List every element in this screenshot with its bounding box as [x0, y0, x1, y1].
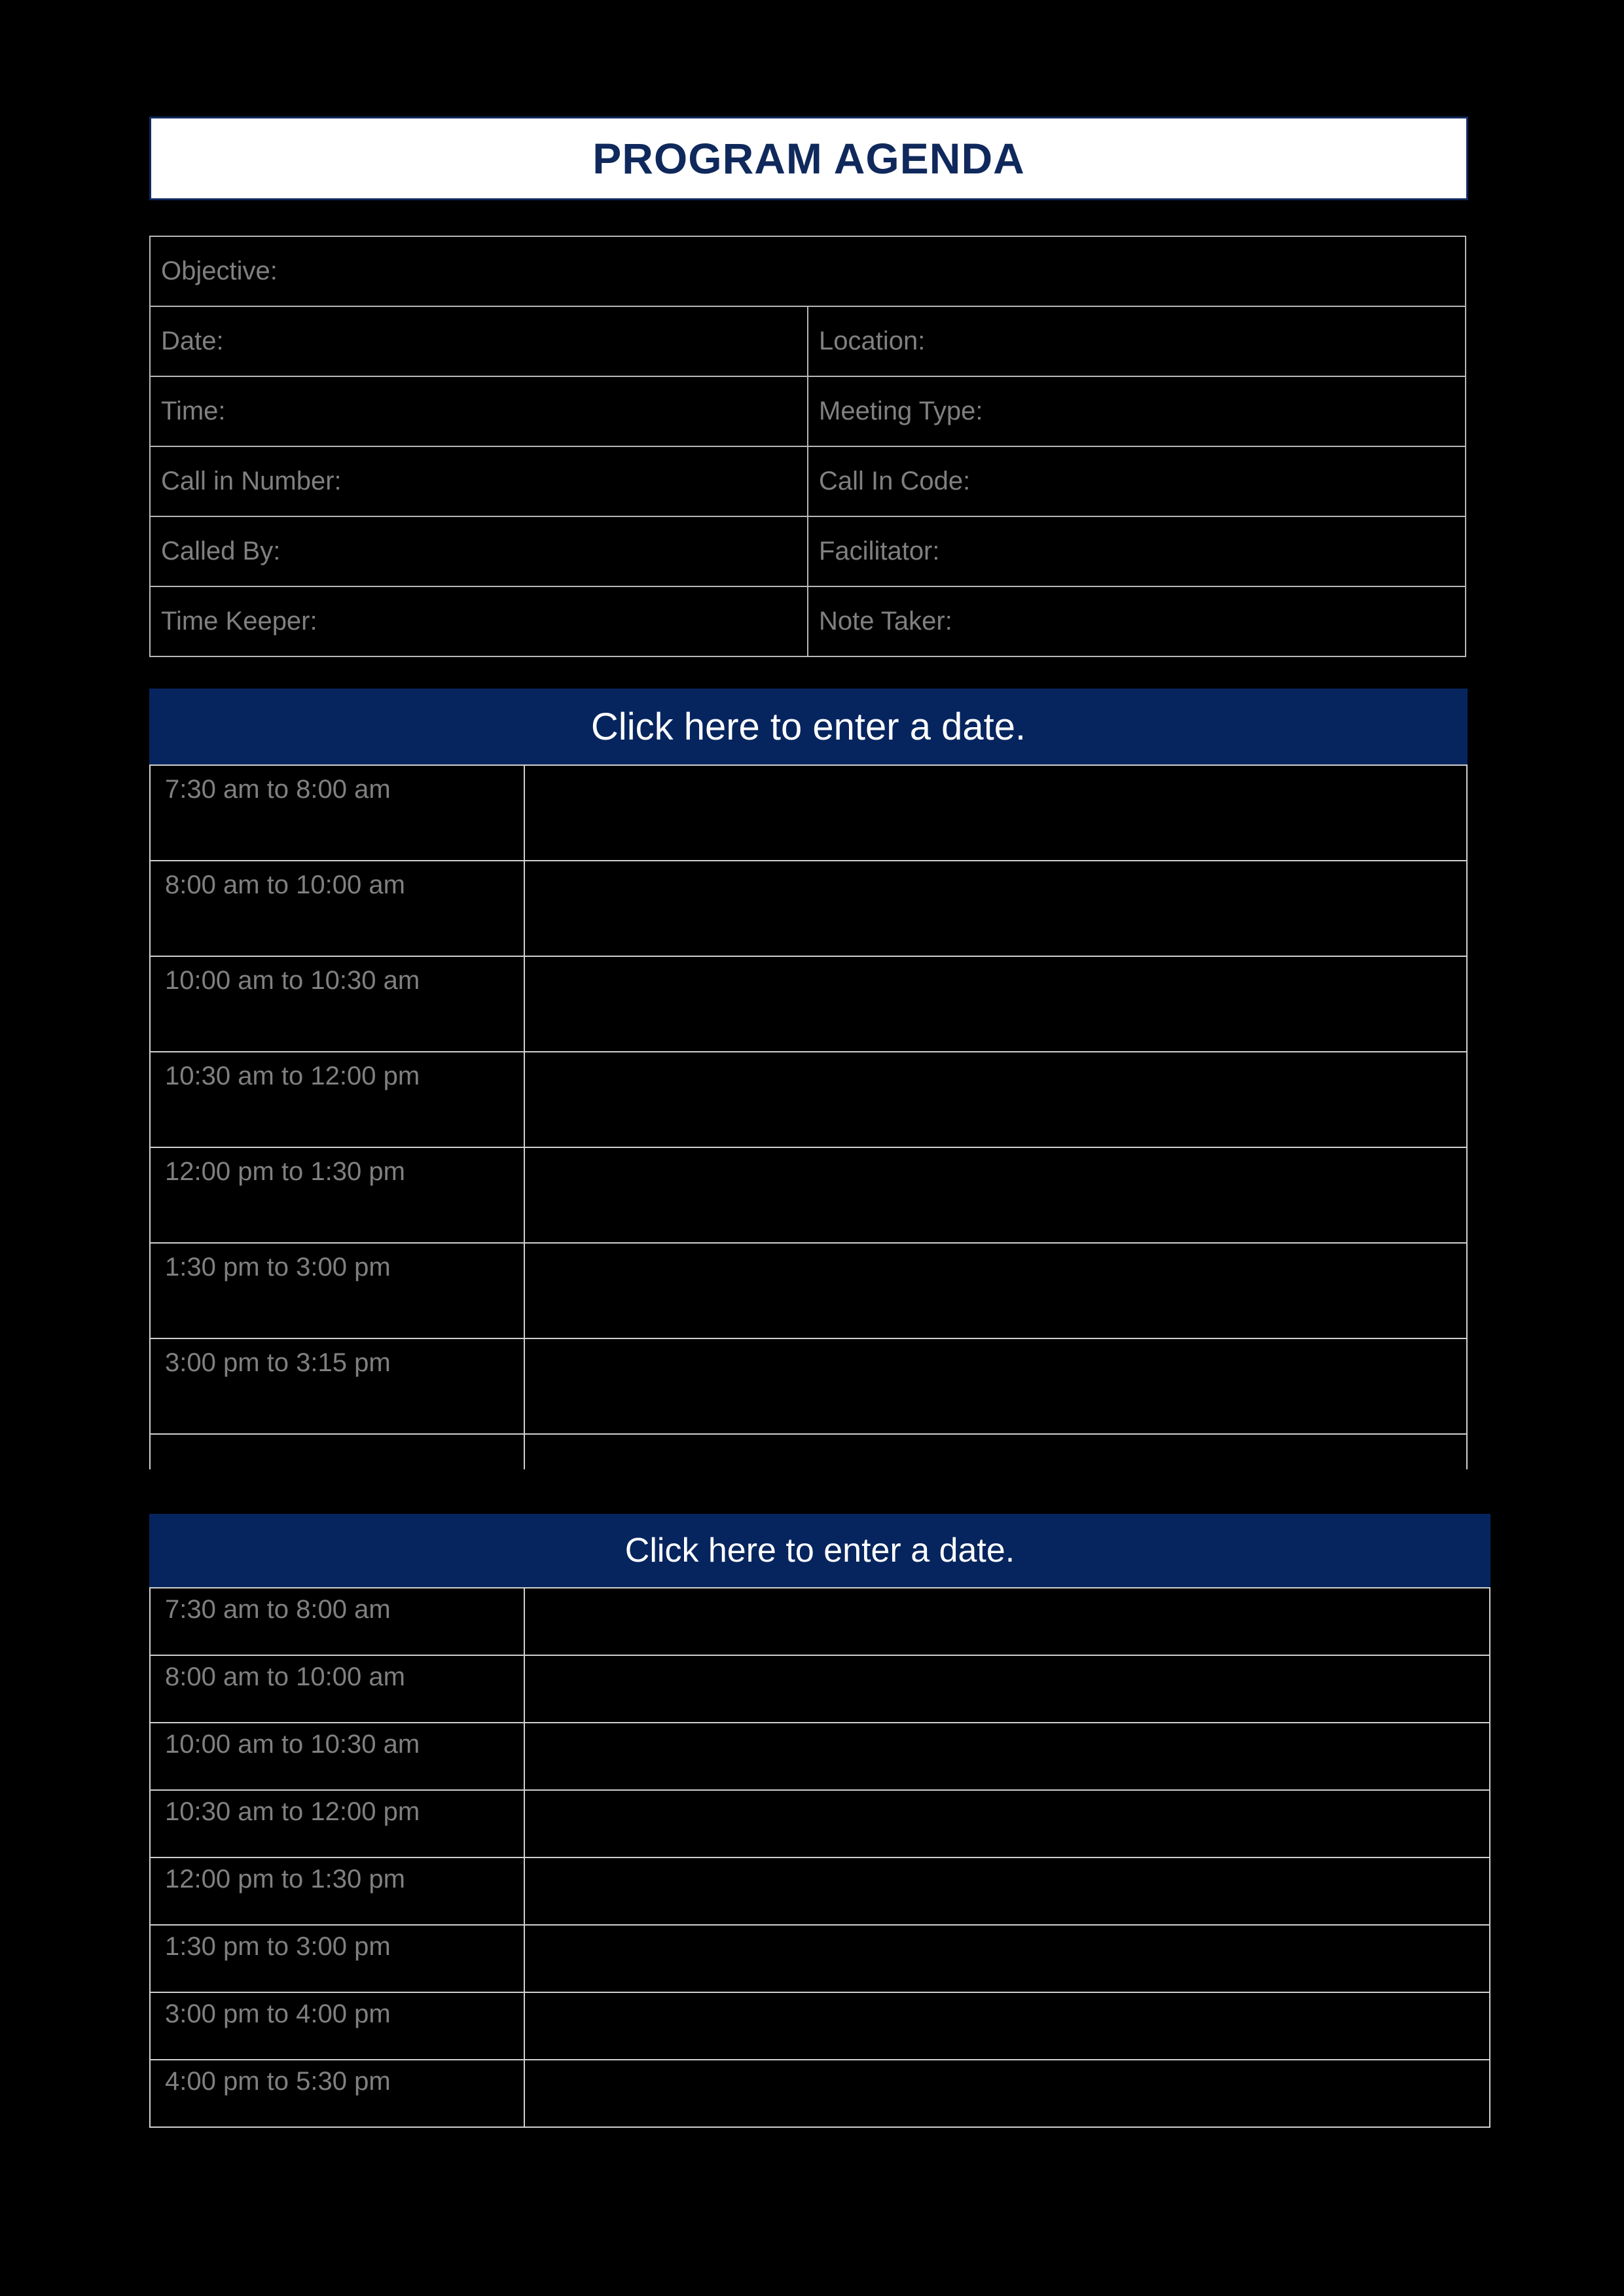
schedule-row: [150, 1052, 1467, 1147]
schedule-activity-cell[interactable]: [524, 1434, 1467, 1469]
schedule-time-cell: 12:00 pm to 1:30 pm: [150, 1857, 524, 1925]
schedule-time-cell: 10:00 am to 10:30 am: [150, 956, 524, 1052]
schedule-row: [150, 1338, 1467, 1434]
schedule-activity-cell[interactable]: [524, 861, 1467, 956]
schedule-time-cell: 4:00 pm to 5:30 pm: [150, 2060, 524, 2127]
schedule-activity-cell[interactable]: [524, 1588, 1490, 1655]
schedule-time-cell: 10:00 am to 10:30 am: [150, 1723, 524, 1790]
schedule-activity-cell[interactable]: [524, 1723, 1490, 1790]
schedule-row: [150, 1925, 1490, 1992]
schedule-time-cell: 10:30 am to 12:00 pm: [150, 1790, 524, 1857]
schedule-time-cell: 1:30 pm to 3:00 pm: [150, 1925, 524, 1992]
schedule-row: [150, 1588, 1490, 1655]
schedule-row: [150, 956, 1467, 1052]
schedule-time-cell: 3:00 pm to 3:15 pm: [150, 1338, 524, 1434]
schedule-row: [150, 1790, 1490, 1857]
schedule-activity-cell[interactable]: [524, 765, 1467, 861]
schedule-time-cell: 7:30 am to 8:00 am: [150, 765, 524, 861]
day2-schedule-table: [149, 1587, 1490, 2128]
schedule-row: [150, 765, 1467, 861]
schedule-activity-cell[interactable]: [524, 1857, 1490, 1925]
schedule-row: [150, 2060, 1490, 2127]
schedule-activity-cell[interactable]: [524, 1655, 1490, 1723]
schedule-row: [150, 861, 1467, 956]
schedule-row: [150, 1857, 1490, 1925]
schedule-time-cell: [150, 1434, 524, 1469]
schedule-activity-cell[interactable]: [524, 1147, 1467, 1243]
info-field-time[interactable]: Time:: [150, 376, 808, 446]
schedule-time-cell: 8:00 am to 10:00 am: [150, 861, 524, 956]
schedule-activity-cell[interactable]: [524, 1790, 1490, 1857]
schedule-row: [150, 1992, 1490, 2060]
info-field-call-in-number[interactable]: Call in Number:: [150, 446, 808, 516]
info-field-facilitator[interactable]: Facilitator:: [808, 516, 1466, 586]
schedule-activity-cell[interactable]: [524, 2060, 1490, 2127]
day1-schedule-table: [149, 764, 1468, 1469]
schedule-time-cell: 7:30 am to 8:00 am: [150, 1588, 524, 1655]
page-title: PROGRAM AGENDA: [592, 134, 1025, 183]
info-field-meeting-type[interactable]: Meeting Type:: [808, 376, 1466, 446]
info-field-objective[interactable]: Objective:: [150, 236, 1466, 306]
schedule-activity-cell[interactable]: [524, 1243, 1467, 1338]
schedule-row: [150, 1243, 1467, 1338]
schedule-activity-cell[interactable]: [524, 956, 1467, 1052]
day2-date-banner[interactable]: [149, 1514, 1490, 1587]
day2-date-placeholder: Click here to enter a date.: [624, 1532, 1015, 1570]
schedule-time-cell: 8:00 am to 10:00 am: [150, 1655, 524, 1723]
schedule-time-cell: 12:00 pm to 1:30 pm: [150, 1147, 524, 1243]
schedule-row: [150, 1147, 1467, 1243]
schedule-activity-cell[interactable]: [524, 1992, 1490, 2060]
schedule-activity-cell[interactable]: [524, 1925, 1490, 1992]
schedule-time-cell: 1:30 pm to 3:00 pm: [150, 1243, 524, 1338]
day1-date-banner[interactable]: [149, 689, 1468, 764]
schedule-row: [150, 1723, 1490, 1790]
info-field-date[interactable]: Date:: [150, 306, 808, 376]
schedule-activity-cell[interactable]: [524, 1052, 1467, 1147]
info-field-time-keeper[interactable]: Time Keeper:: [150, 586, 808, 656]
schedule-row: [150, 1655, 1490, 1723]
schedule-activity-cell[interactable]: [524, 1338, 1467, 1434]
info-field-location[interactable]: Location:: [808, 306, 1466, 376]
schedule-time-cell: 10:30 am to 12:00 pm: [150, 1052, 524, 1147]
schedule-time-cell: 3:00 pm to 4:00 pm: [150, 1992, 524, 2060]
info-field-called-by[interactable]: Called By:: [150, 516, 808, 586]
info-field-note-taker[interactable]: Note Taker:: [808, 586, 1466, 656]
schedule-row: [150, 1434, 1467, 1469]
info-field-call-in-code[interactable]: Call In Code:: [808, 446, 1466, 516]
day1-date-placeholder: Click here to enter a date.: [590, 705, 1026, 748]
